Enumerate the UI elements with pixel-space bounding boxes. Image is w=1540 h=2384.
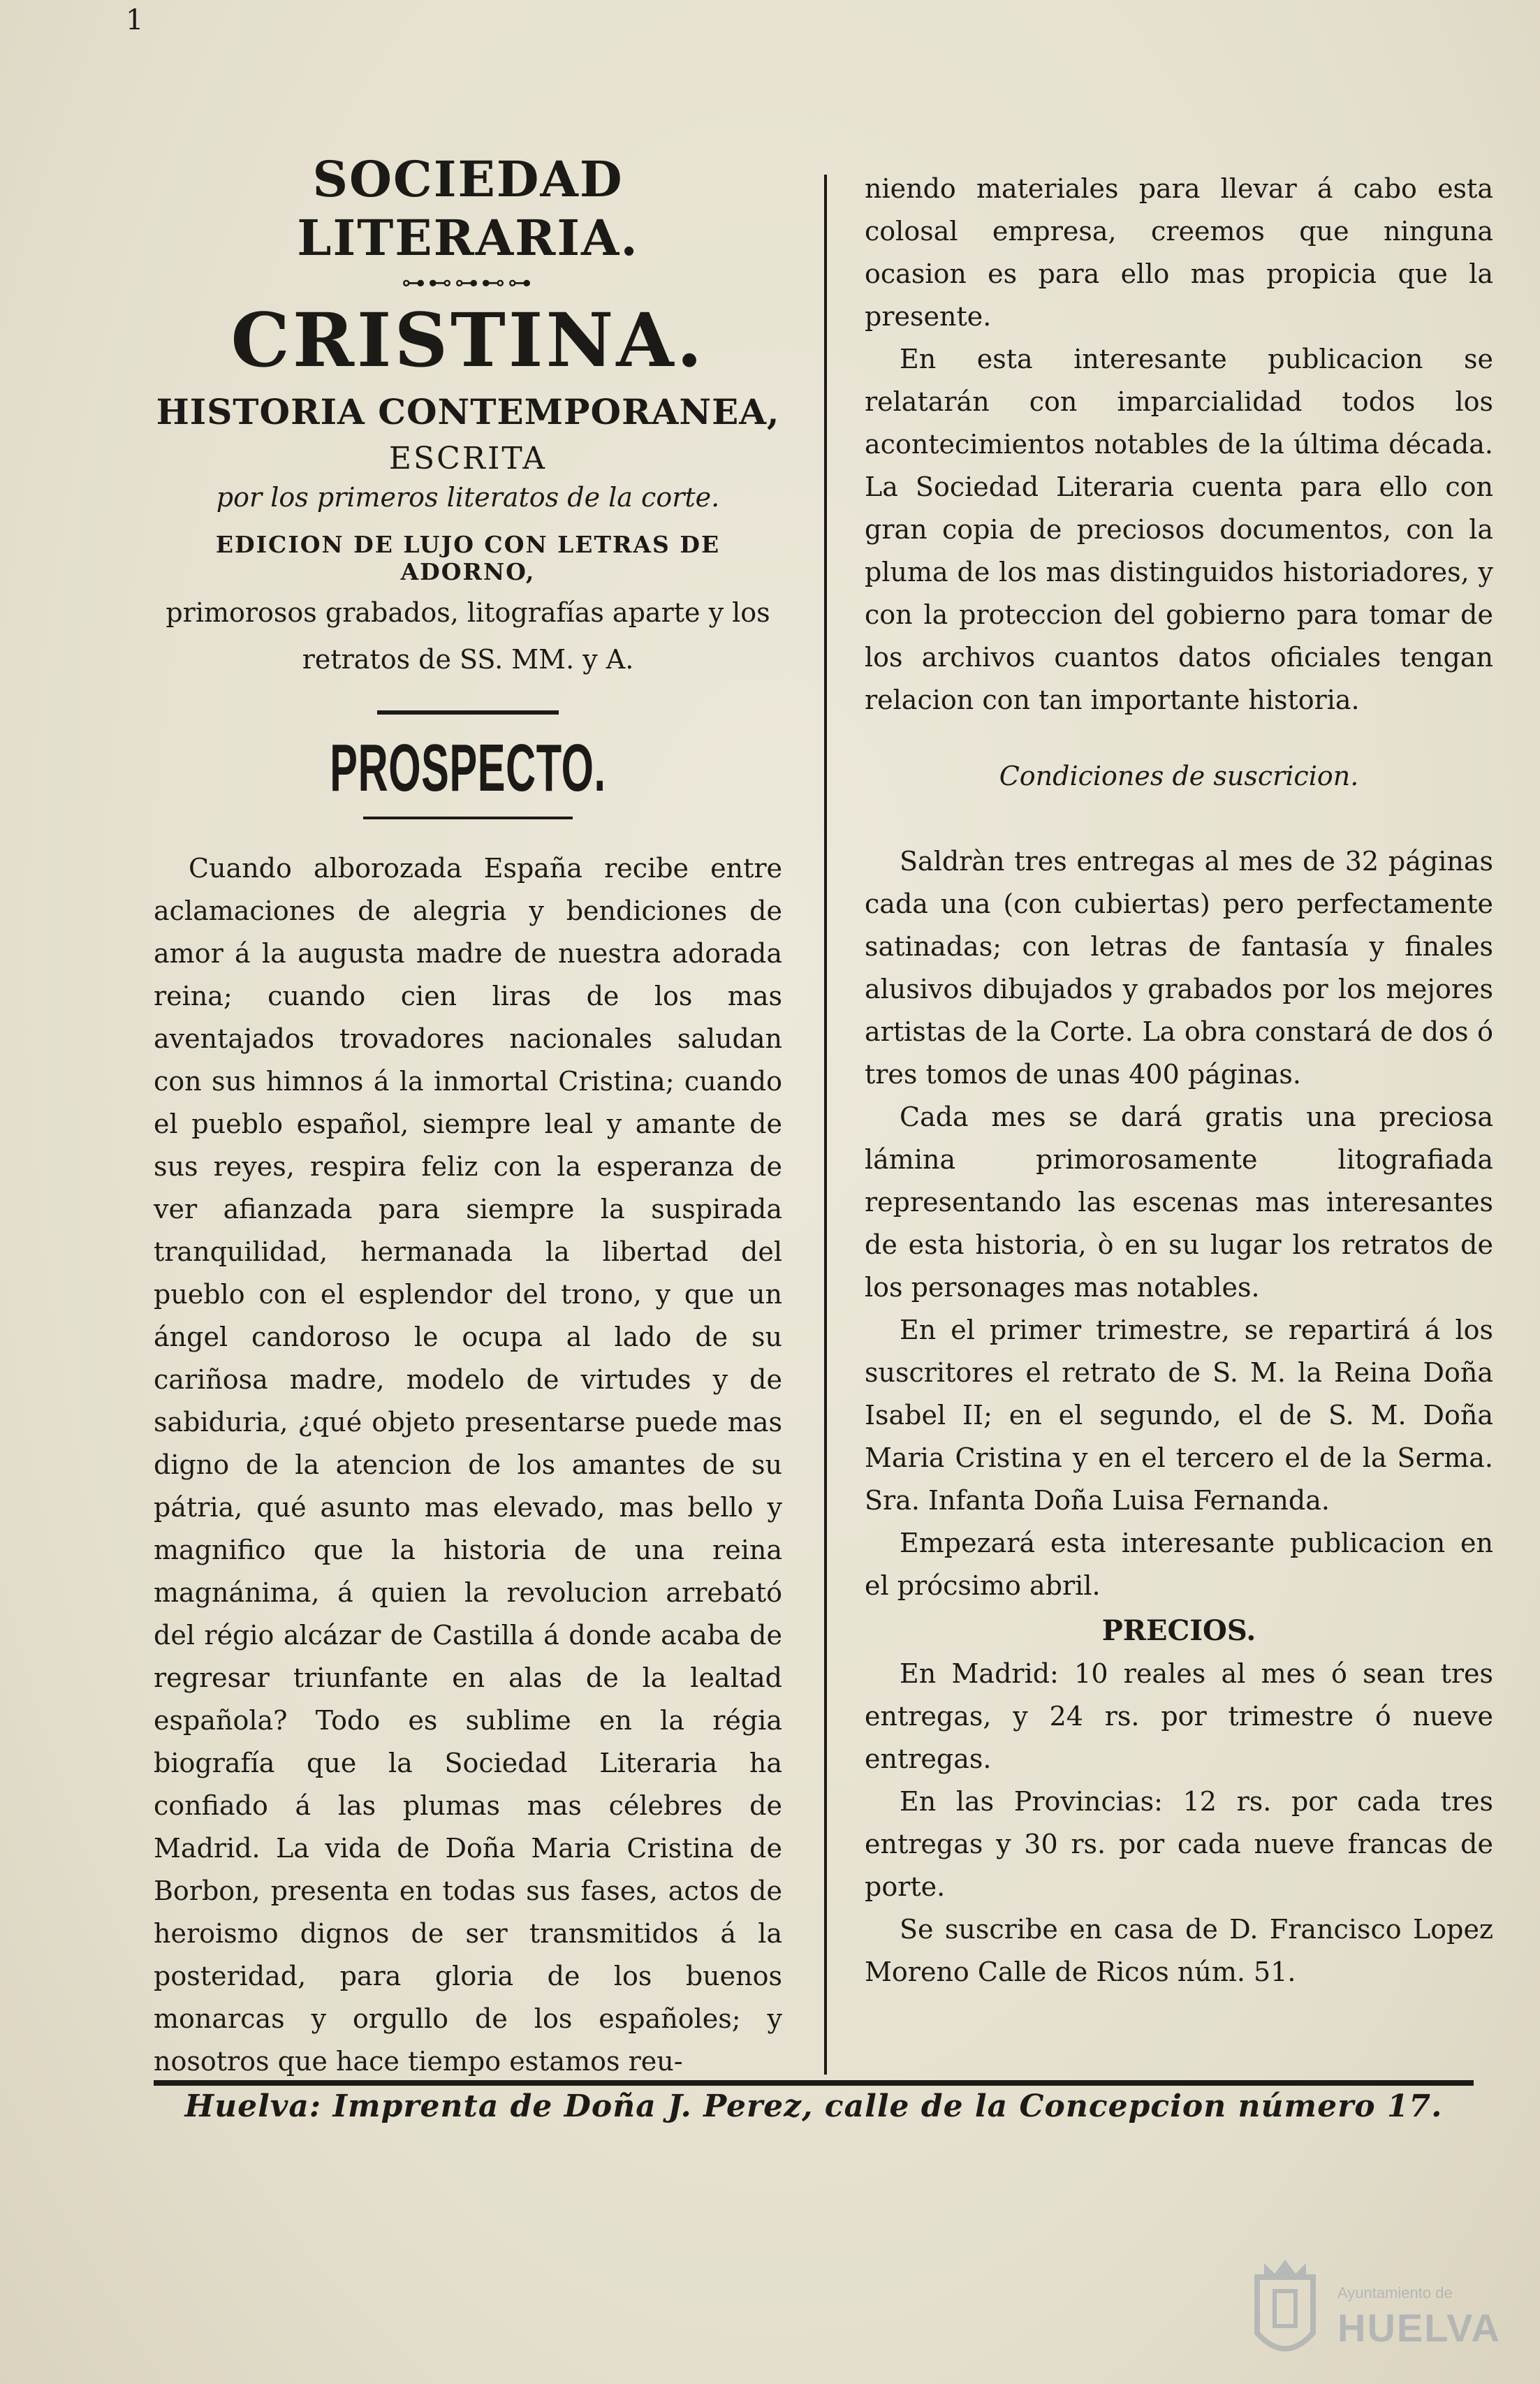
rule-divider: [377, 710, 559, 715]
condition-paragraph: Cada mes se dará gratis una preciosa lámina primorosamente litografiada representando las escenas mas interesantes de esta historia, ò en su lugar los retratos de los personages mas notables.: [865, 1102, 1493, 1303]
price-paragraph: Se suscribe en casa de D. Francisco Lopez Moreno Calle de Ricos núm. 51.: [865, 1914, 1493, 1987]
document-title: CRISTINA.: [230, 296, 705, 383]
archive-watermark: [1243, 2235, 1501, 2375]
body-paragraph: En esta interesante publicacion se relatarán con imparcialidad todos los acontecimientos notables de la última década. La Sociedad Literaria cuenta para ello con gran copia de preciosos documentos, con la pluma de los mas distinguidos historiadores, y con la proteccion del gobierno para tomar de los archivos cuantos datos oficiales tengan relacion con tan importante historia.: [865, 344, 1493, 715]
corner-mark: 1: [126, 4, 144, 36]
ornament-divider: ⊶⊷⊶⊷⊶: [402, 269, 534, 297]
rule-divider: [363, 817, 573, 819]
body-paragraph: niendo materiales para llevar á cabo esta colosal empresa, creemos que ninguna ocasion es para ello mas propicia que la presente.: [865, 173, 1493, 332]
price-paragraph: En Madrid: 10 reales al mes ó sean tres entregas, y 24 rs. por trimestre ó nueve entregas.: [865, 1658, 1493, 1774]
document-subtitle: HISTORIA CONTEMPORANEA,: [156, 391, 780, 433]
prices-heading: PRECIOS.: [1101, 1614, 1256, 1647]
left-body-text: [154, 847, 782, 2083]
coat-of-arms-icon: [1243, 2249, 1327, 2368]
conditions-heading: Condiciones de suscricion.: [999, 761, 1359, 791]
price-paragraph: En las Provincias: 12 rs. por cada tres entregas y 30 rs. por cada nueve francas de porte.: [865, 1786, 1493, 1902]
column-rule: [824, 175, 827, 2075]
prices-text: [865, 1653, 1493, 1994]
edition-line-2: primorosos grabados, litografías aparte y los retratos de SS. MM. y A.: [166, 597, 770, 675]
escrita-line: ESCRITA: [388, 441, 548, 477]
right-column: [865, 168, 1493, 1994]
right-body-text: [865, 168, 1493, 722]
watermark-big-text: HUELVA: [1337, 2306, 1501, 2350]
bottom-rule: [154, 2080, 1474, 2086]
edition-line-1: EDICION DE LUJO CON LETRAS DE ADORNO,: [215, 531, 721, 586]
conditions-text: [865, 840, 1493, 1607]
condition-paragraph: Saldràn tres entregas al mes de 32 páginas cada una (con cubiertas) pero perfectamente satinadas; con letras de fantasía y finales alusivos dibujados y grabados por los mejores artistas de la Corte. La obra constará de dos ó tres tomos de unas 400 páginas.: [865, 846, 1493, 1090]
body-paragraph: Cuando alborozada España recibe entre aclamaciones de alegria y bendiciones de amor á la augusta madre de nuestra adorada reina; cuando cien liras de los mas aventajados trovadores nacionales saludan con sus himnos á la inmortal Cristina; cuando el pueblo español, siempre leal y amante de sus reyes, respira feliz con la esperanza de ver afianzada para siempre la suspirada tranquilidad, hermanada la libertad del pueblo con el esplendor del trono, y que un ángel candoroso le ocupa al lado de su cariñosa madre, modelo de virtudes y de sabiduria, ¿qué objeto presentarse puede mas digno de la atencion de los amantes de su pátria, qué asunto mas elevado, mas bello y magnifico que la historia de una reina magnánima, á quien la revolucion arrebató del régio alcázar de Castilla á donde acaba de regresar triunfante en alas de la lealtad española? Todo es sublime en la régia biografía que la Sociedad Literaria ha confiado á las plumas mas célebres de Madrid. La vida de Doña Maria Cristina de Borbon, presenta en todas sus fases, actos de heroismo dignos de ser transmitidos á la posteridad, para gloria de los buenos monarcas y orgullo de los españoles; y nosotros que hace tiempo estamos reu-: [154, 853, 782, 2077]
prospecto-heading: PROSPECTO.: [330, 731, 606, 806]
watermark-small-text: Ayuntamiento de: [1337, 2284, 1453, 2302]
condition-paragraph: En el primer trimestre, se repartirá á los suscritores el retrato de S. M. la Reina Doña Isabel II; en el segundo, el de S. M. Doña Maria Cristina y en el tercero el de la Serma. Sra. Infanta Doña Luisa Fernanda.: [865, 1315, 1493, 1516]
printer-footer: Huelva: Imprenta de Doña J. Perez, calle de la Concepcion número 17.: [184, 2089, 1443, 2124]
society-heading: SOCIEDAD LITERARIA.: [297, 150, 639, 267]
left-column: [154, 150, 782, 2083]
condition-paragraph: Empezará esta interesante publicacion en el prócsimo abril.: [865, 1528, 1493, 1601]
authors-line: por los primeros literatos de la corte.: [216, 482, 720, 513]
